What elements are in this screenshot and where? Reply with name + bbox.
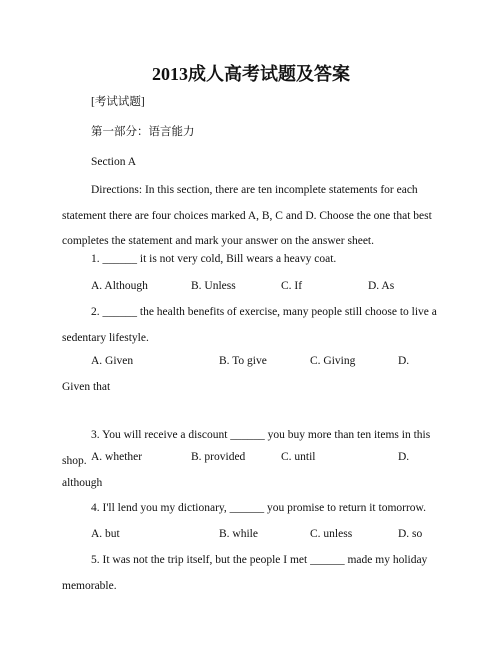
question-3-option-c: C. until [281,451,316,463]
directions-paragraph: Directions: In this section, there are ten incomplete statements for each statement there are four choices marked A, B, C and D. Choose the one that best completes the statement and mark your answer on the answer sheet. [62,184,432,247]
question-2-option-d: D. Given that [62,355,410,393]
question-4-option-b: B. while [219,528,258,540]
question-5-text: 5. It was not the trip itself, but the people I met ______ made my holiday memorable. [62,554,428,592]
question-1-text: 1. ______ it is not very cold, Bill wears a heavy coat. [91,253,337,265]
question-2-option-b: B. To give [219,355,267,367]
question-1-option-c: C. If [281,280,303,292]
question-3-option-d: D. although [62,451,410,489]
exam-tag: [考试试题] [91,96,145,108]
question-4-option-d: D. so [398,528,423,540]
question-4-text: 4. I'll lend you my dictionary, ______ you promise to return it tomorrow. [91,502,426,514]
question-2-option-a: A. Given [91,355,134,367]
question-2-text: 2. ______ the health benefits of exercise, many people still choose to live a sedentary lifestyle. [62,306,437,344]
question-2-option-c: C. Giving [310,355,356,367]
question-3-text: 3. You will receive a discount ______ you buy more than ten items in this shop. [62,429,431,467]
document-title: 2013成人高考试题及答案 [152,64,350,84]
question-4-option-a: A. but [91,528,120,540]
question-1-option-a: A. Although [91,280,148,292]
section-heading: Section A [91,156,137,168]
question-1-option-b: B. Unless [191,280,236,292]
question-4-option-c: C. unless [310,528,353,540]
question-1-option-d: D. As [368,280,395,292]
question-3-option-b: B. provided [191,451,246,463]
question-3-option-a: A. whether [91,451,143,463]
part-heading: 第一部分：语言能力 [91,126,195,138]
